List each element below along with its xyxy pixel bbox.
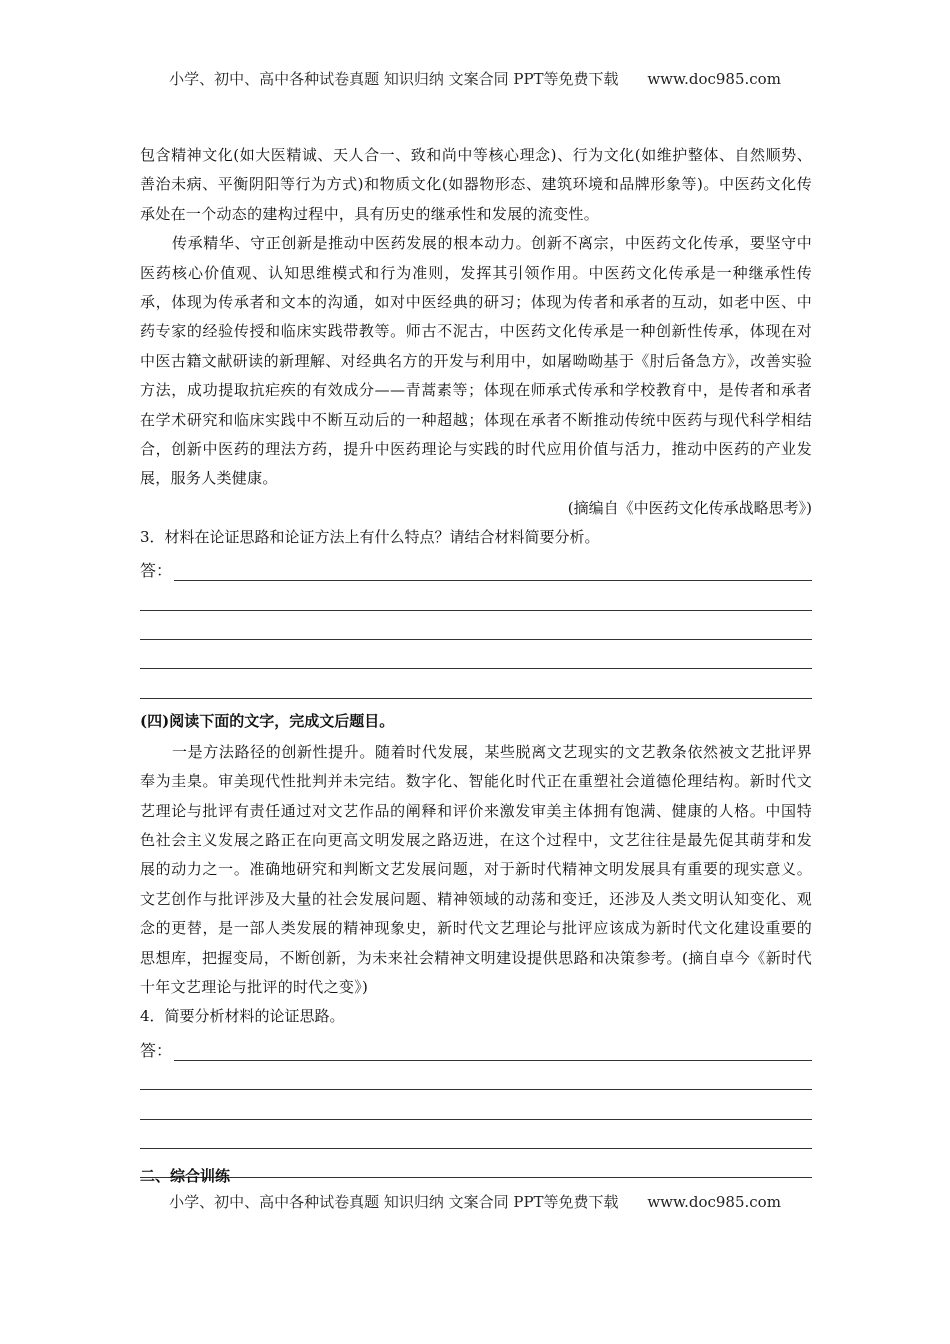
answer-line-4-2[interactable] bbox=[140, 1061, 812, 1090]
main-content bbox=[140, 141, 812, 1178]
passage1-source: (摘编自《中医药文化传承战略思考》) bbox=[567, 498, 812, 517]
answer-line-3-3[interactable] bbox=[140, 611, 812, 640]
answer-line-3-5[interactable] bbox=[140, 669, 812, 698]
header-text: 小学、初中、高中各种试卷真题 知识归纳 文案合同 PPT等免费下载 bbox=[169, 70, 619, 88]
header-site: www.doc985.com bbox=[647, 70, 781, 88]
answer-line-4-3[interactable] bbox=[140, 1090, 812, 1119]
answer-line-4-4[interactable] bbox=[140, 1120, 812, 1149]
answer-line-3-2[interactable] bbox=[140, 581, 812, 610]
footer-site: www.doc985.com bbox=[647, 1193, 781, 1211]
answer-line-3-1[interactable] bbox=[140, 552, 812, 581]
question-3: 3．材料在论证思路和论证方法上有什么特点？请结合材料简要分析。 bbox=[140, 527, 600, 546]
answer-label-3: 答： bbox=[140, 561, 173, 581]
answer-blank[interactable] bbox=[174, 558, 812, 581]
question-4: 4．简要分析材料的论证思路。 bbox=[140, 1007, 345, 1026]
footer-text: 小学、初中、高中各种试卷真题 知识归纳 文案合同 PPT等免费下载 bbox=[169, 1193, 619, 1211]
passage1-paragraph-2: 传承精华、守正创新是推动中医药发展的根本动力。创新不离宗，中医药文化传承，要坚守中医药核心价值观、认知思维模式和行为准则，发挥其引领作用。中医药文化传承是一种继承性传承，体现为传承者和文本的沟通，如对中医经典的研习；体现为传者和承者的互动，如老中医、中药专家的经验传授和临床实践带教等。师古不泥古，中医药文化传承是一种创新性传承，体现在对中医古籍文献研读的新理解、对经典名方的开发与利用中，如屠呦呦基于《肘后备急方》，改善实验方法，成功提取抗疟疾的有效成分——青蒿素等；体现在师承式传承和学校教育中，是传者和承者在学术研究和临床实践中不断互动后的一种超越；体现在承者不断推动传统中医药与现代科学相结合，创新中医药的理法方药，提升中医药理论与实践的时代应用价值与活力，推动中医药的产业发展，服务人类健康。 bbox=[140, 234, 812, 488]
section-4-title: (四)阅读下面的文字，完成文后题目。 bbox=[140, 711, 395, 730]
answer-line-3-4[interactable] bbox=[140, 640, 812, 669]
section-2-title: 二、综合训练 bbox=[140, 1167, 231, 1185]
answer-blank[interactable] bbox=[174, 1038, 812, 1061]
answer-line-4-5[interactable] bbox=[140, 1149, 812, 1178]
section-4-paragraph: 一是方法路径的创新性提升。随着时代发展，某些脱离文艺现实的文艺教条依然被文艺批评界奉为圭臬。审美现代性批判并未完结。数字化、智能化时代正在重塑社会道德伦理结构。新时代文艺理论与批评有责任通过对文艺作品的阐释和评价来激发审美主体拥有饱满、健康的人格。中国特色社会主义发展之路正在向更高文明发展之路迈进，在这个过程中，文艺往往是最先促其萌芽和发展的动力之一。准确地研究和判断文艺发展问题，对于新时代精神文明发展具有重要的现实意义。文艺创作与批评涉及大量的社会发展问题、精神领域的动荡和变迁，还涉及人类文明认知变化、观念的更替，是一部人类发展的精神现象史，新时代文艺理论与批评应该成为新时代文化建设重要的思想库，把握变局，不断创新，为未来社会精神文明建设提供思路和决策参考。(摘自卓今《新时代十年文艺理论与批评的时代之变》) bbox=[140, 742, 812, 997]
page-footer bbox=[0, 1191, 950, 1212]
answer-label-4: 答： bbox=[140, 1040, 173, 1060]
page-header bbox=[0, 68, 950, 89]
answer-line-4-1[interactable] bbox=[140, 1031, 812, 1060]
passage1-paragraph-1: 包含精神文化(如大医精诚、天人合一、致和尚中等核心理念)、行为文化(如维护整体、自然顺势、善治未病、平衡阴阳等行为方式)和物质文化(如器物形态、建筑环境和品牌形象等)。中医药文化传承处在一个动态的建构过程中，具有历史的继承性和发展的流变性。 bbox=[140, 146, 812, 223]
